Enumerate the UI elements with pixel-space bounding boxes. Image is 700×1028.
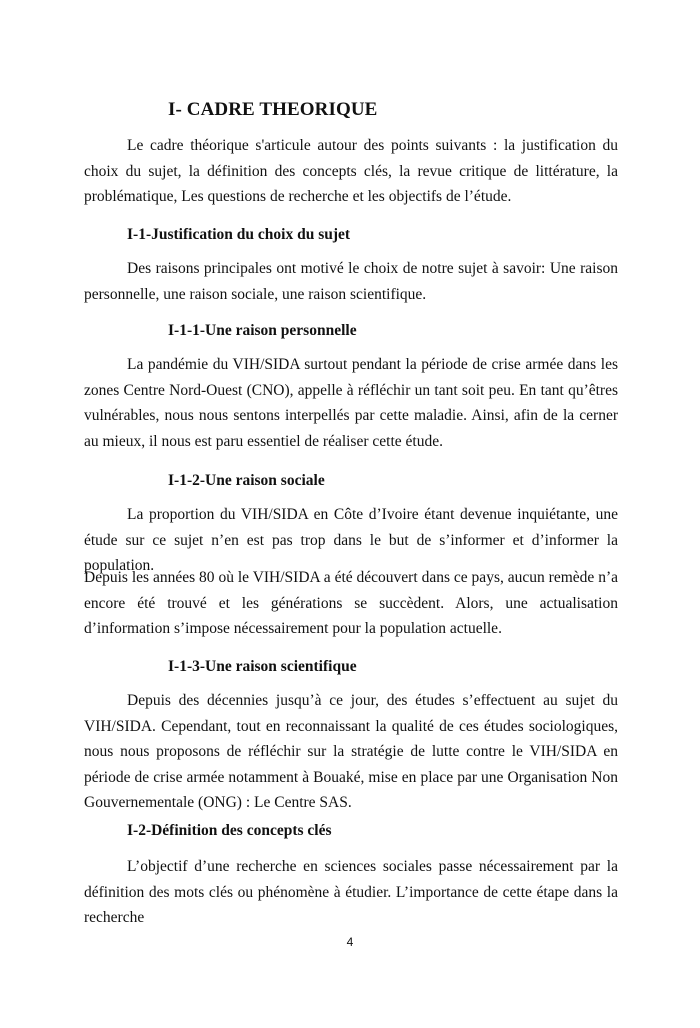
subsection-heading-personnelle: I-1-1-Une raison personnelle [168, 322, 357, 339]
sociale-paragraph-2: Depuis les années 80 où le VIH/SIDA a été découvert dans ce pays, aucun remède n’a encore été trouvé et les générations se succèdent. Alors, une actualisation d’information s’impose nécessairement pour la population actuelle. [84, 569, 618, 637]
subsection-heading-scientifique: I-1-3-Une raison scientifique [168, 658, 357, 675]
section-heading-justification: I-1-Justification du choix du sujet [127, 226, 351, 243]
sociale-paragraph-1: La proportion du VIH/SIDA en Côte d’Ivoire étant devenue inquiétante, une étude sur ce sujet n’en est pas trop dans le but de s’informer et d’informer la population. [84, 506, 618, 574]
subsection-heading-sociale: I-1-2-Une raison sociale [168, 472, 325, 489]
definition-paragraph: L’objectif d’une recherche en sciences sociales passe nécessairement par la définition des mots clés ou phénomène à étudier. L’importance de cette étape dans la recherche [84, 858, 618, 926]
section-heading-definition: I-2-Définition des concepts clés [127, 822, 332, 839]
justification-paragraph: Des raisons principales ont motivé le choix de notre sujet à savoir: Une raison personnelle, une raison sociale, une raison scientifique. [84, 260, 618, 303]
intro-paragraph: Le cadre théorique s'articule autour des points suivants : la justification du choix du sujet, la définition des concepts clés, la revue critique de littérature, la problématique, Les questions de recherche et les objectifs de l’étude. [84, 137, 618, 205]
personnelle-paragraph: La pandémie du VIH/SIDA surtout pendant la période de crise armée dans les zones Centre Nord-Ouest (CNO), appelle à réfléchir un tant soit peu. En tant qu’êtres vulnérables, nous nous sentons interpellés par cette maladie. Ainsi, afin de la cerner au mieux, il nous est paru essentiel de réaliser cette étude. [84, 356, 618, 450]
chapter-title: I- CADRE THEORIQUE [168, 99, 378, 120]
scientifique-paragraph: Depuis des décennies jusqu’à ce jour, des études s’effectuent au sujet du VIH/SIDA. Cependant, tout en reconnaissant la qualité de ces études sociologiques, nous nous proposons de réfléchir sur la stratégie de lutte contre le VIH/SIDA en période de crise armée notamment à Bouaké, mise en place par une Organisation Non Gouvernementale (ONG) : Le Centre SAS. [84, 692, 618, 811]
page-number: 4 [346, 935, 354, 949]
